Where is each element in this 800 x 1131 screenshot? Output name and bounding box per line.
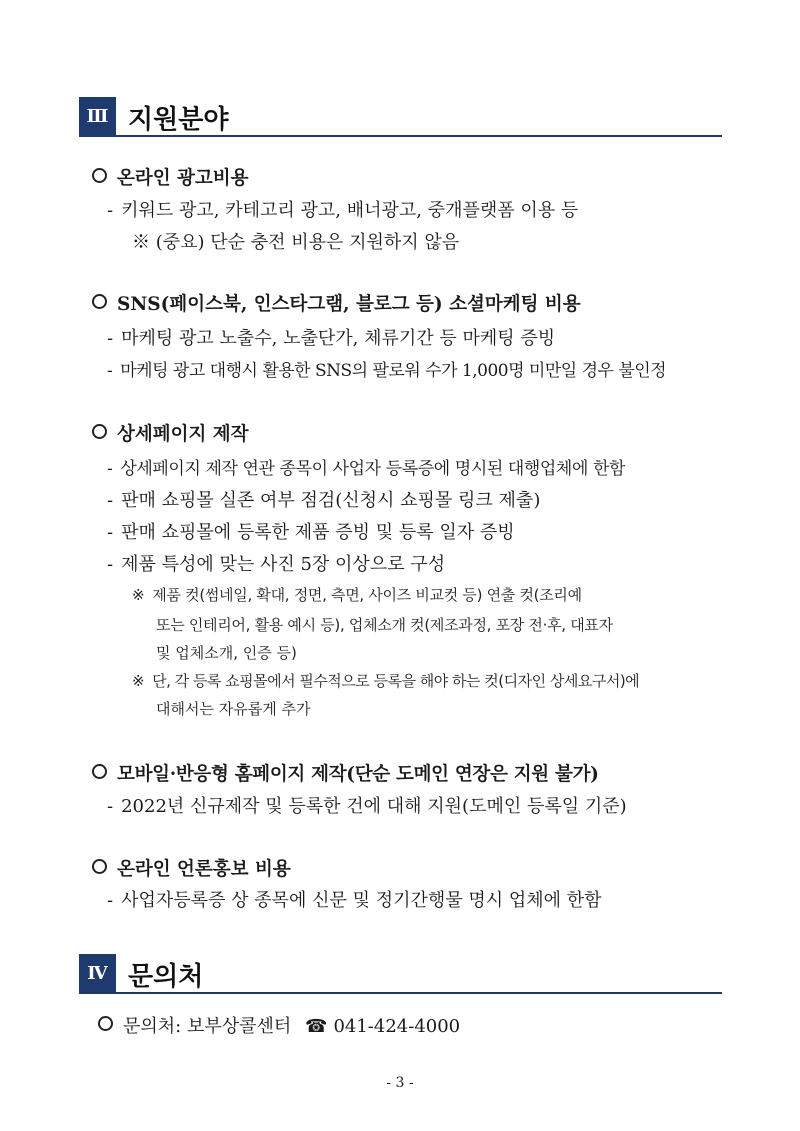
item-heading: 상세페이지 제작: [92, 420, 249, 446]
item-heading: 모바일·반응형 홈페이지 제작(단순 도메인 연장은 지원 불가): [92, 760, 599, 786]
section-title: 지원분야: [128, 105, 229, 135]
circle-bullet-icon: [92, 764, 107, 779]
item-detail: - 마케팅 광고 노출수, 노출단가, 체류기간 등 마케팅 증빙: [107, 328, 556, 349]
item-heading: SNS(페이스북, 인스타그램, 블로그 등) 소셜마케팅 비용: [92, 290, 581, 316]
section-underline: [79, 992, 722, 994]
circle-bullet-icon: [92, 168, 107, 183]
item-note-continued: 대해서는 자유롭게 추가: [156, 700, 311, 718]
section-underline: [79, 135, 722, 137]
contact-line: [98, 1012, 460, 1038]
item-note-continued: 또는 인테리어, 활용 예시 등), 업체소개 컷(제조과정, 포장 전·후, 대표자: [156, 616, 613, 634]
item-detail: - 마케팅 광고 대행시 활용한 SNS의 팔로워 수가 1,000명 미만일 경우 불인정: [107, 361, 667, 381]
item-note: ※ 단, 각 등록 쇼핑몰에서 필수적으로 등록을 해야 하는 컷(디자인 상세요구서)에: [132, 672, 640, 690]
item-note: ※ 제품 컷(썸네일, 확대, 정면, 측면, 사이즈 비교컷 등) 연출 컷(조리예: [132, 586, 582, 604]
section-title: 문의처: [128, 962, 204, 992]
item-detail: - 상세페이지 제작 연관 종목이 사업자 등록증에 명시된 대행업체에 한함: [107, 459, 626, 479]
item-note: ※ (중요) 단순 충전 비용은 지원하지 않음: [132, 232, 460, 253]
page-number: - 3 -: [386, 1075, 414, 1091]
circle-bullet-icon: [92, 859, 107, 874]
item-heading: 온라인 언론홍보 비용: [92, 855, 291, 881]
item-detail: - 제품 특성에 맞는 사진 5장 이상으로 구성: [107, 554, 446, 575]
item-detail: - 사업자등록증 상 종목에 신문 및 정기간행물 명시 업체에 한함: [107, 890, 602, 911]
item-detail: - 2022년 신규제작 및 등록한 건에 대해 지원(도메인 등록일 기준): [107, 796, 627, 817]
section-number-box: Ⅲ: [79, 97, 116, 135]
phone-icon: ☎: [305, 1016, 328, 1037]
contact-label: 문의처: 보부상콜센터: [123, 1016, 292, 1037]
circle-bullet-icon: [92, 294, 107, 309]
item-detail: - 판매 쇼핑몰에 등록한 제품 증빙 및 등록 일자 증빙: [107, 522, 515, 543]
circle-bullet-icon: [98, 1016, 113, 1031]
item-heading: 온라인 광고비용: [92, 164, 249, 190]
item-detail: - 판매 쇼핑몰 실존 여부 점검(신청시 쇼핑몰 링크 제출): [107, 490, 541, 511]
item-note-continued: 및 업체소개, 인증 등): [156, 644, 297, 662]
section-number-box: Ⅳ: [79, 954, 116, 992]
phone-number: 041-424-4000: [333, 1016, 461, 1037]
item-detail: - 키워드 광고, 카테고리 광고, 배너광고, 중개플랫폼 이용 등: [107, 200, 579, 221]
section-3-header: [79, 97, 722, 137]
section-4-header: [79, 954, 722, 994]
circle-bullet-icon: [92, 424, 107, 439]
